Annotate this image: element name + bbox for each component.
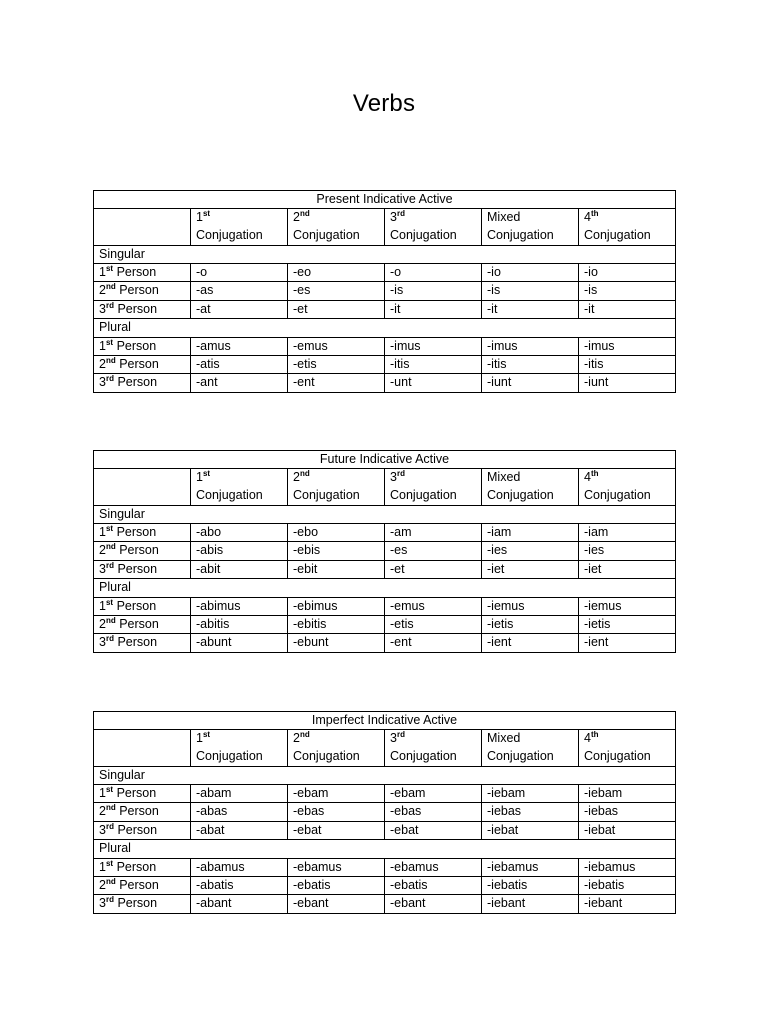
ending-cell: -atis bbox=[191, 356, 288, 374]
ending-cell: -ebas bbox=[288, 803, 385, 821]
ending-cell: -iebas bbox=[579, 803, 676, 821]
ordinal-suffix: nd bbox=[105, 356, 116, 366]
person-label-cell bbox=[94, 634, 191, 652]
ending-cell: -ebam bbox=[288, 785, 385, 803]
conjugation-name: Mixed bbox=[487, 470, 521, 485]
person-number: 1 bbox=[99, 525, 106, 539]
conjugation-header-top bbox=[390, 469, 481, 487]
conjugation-header-top bbox=[487, 209, 578, 227]
person-label-cell bbox=[94, 877, 191, 895]
conjugation-label: Conjugation bbox=[196, 749, 263, 763]
ordinal-suffix: st bbox=[105, 264, 114, 273]
person-label: Person bbox=[119, 804, 159, 819]
conjugation-number: 4 bbox=[584, 210, 591, 225]
ending-cell: -ebitis bbox=[288, 616, 385, 634]
conjugation-table bbox=[93, 711, 676, 914]
person-label: Person bbox=[119, 283, 159, 298]
ordinal-suffix: st bbox=[105, 524, 114, 533]
ordinal-suffix: rd bbox=[105, 634, 114, 644]
ending-cell: -imus bbox=[385, 337, 482, 355]
ending-cell: -ebat bbox=[288, 821, 385, 839]
person-label-cell bbox=[94, 337, 191, 355]
ending-cell: -abas bbox=[191, 803, 288, 821]
conjugation-label: Conjugation bbox=[196, 228, 263, 242]
person-label: Person bbox=[117, 635, 158, 650]
conjugation-header-top bbox=[293, 209, 384, 227]
ending-cell: -abimus bbox=[191, 597, 288, 615]
person-number: 2 bbox=[99, 617, 106, 632]
ending-cell: -imus bbox=[579, 337, 676, 355]
ordinal-suffix: st bbox=[105, 597, 114, 607]
table-title: Future Indicative Active bbox=[94, 451, 676, 469]
conjugation-header-top bbox=[196, 469, 287, 487]
ending-cell: -ebis bbox=[288, 542, 385, 560]
person-label: Person bbox=[116, 338, 157, 353]
ending-cell: -ent bbox=[385, 634, 482, 652]
ordinal-suffix: th bbox=[590, 730, 599, 740]
ending-cell: -itis bbox=[579, 356, 676, 374]
ending-cell: -ebatis bbox=[385, 877, 482, 895]
group-row-singular bbox=[94, 505, 676, 523]
ending-cell: -ebamus bbox=[385, 858, 482, 876]
table-row bbox=[94, 356, 676, 374]
conjugation-header-cell bbox=[579, 730, 676, 766]
person-label-cell bbox=[94, 282, 191, 300]
ending-cell: -itis bbox=[385, 356, 482, 374]
conjugation-label: Conjugation bbox=[390, 488, 457, 502]
conjugation-number: 2 bbox=[293, 731, 300, 746]
person-label: Person bbox=[116, 859, 157, 874]
ending-cell: -ietis bbox=[579, 616, 676, 634]
conjugation-header-top bbox=[584, 209, 675, 227]
ordinal-suffix: rd bbox=[105, 560, 114, 570]
page-title: Verbs bbox=[352, 90, 416, 117]
ordinal-suffix: st bbox=[105, 337, 114, 347]
ending-cell: -iemus bbox=[579, 597, 676, 615]
ending-cell: -emus bbox=[288, 337, 385, 355]
ending-cell: -iebant bbox=[482, 895, 579, 913]
ordinal-suffix: th bbox=[590, 209, 599, 219]
person-number: 3 bbox=[99, 301, 106, 316]
conjugation-label: Conjugation bbox=[487, 228, 554, 242]
conjugation-number: 1 bbox=[196, 210, 203, 225]
table-caption-row bbox=[94, 451, 676, 469]
ending-cell: -iebat bbox=[482, 821, 579, 839]
table-row bbox=[94, 785, 676, 803]
ending-cell: -ebant bbox=[385, 895, 482, 913]
ordinal-suffix: rd bbox=[105, 821, 114, 831]
ending-cell: -is bbox=[482, 282, 579, 300]
group-row-plural bbox=[94, 840, 676, 858]
person-label-cell bbox=[94, 895, 191, 913]
ending-cell: -ebatis bbox=[288, 877, 385, 895]
ordinal-suffix: nd bbox=[105, 282, 116, 292]
conjugation-header-cell bbox=[579, 209, 676, 245]
conjugation-header-cell bbox=[288, 209, 385, 245]
ending-cell: -o bbox=[191, 264, 288, 282]
ending-cell: -ebant bbox=[288, 895, 385, 913]
table-row bbox=[94, 560, 676, 578]
table-row bbox=[94, 374, 676, 392]
conjugation-header-top bbox=[196, 209, 287, 227]
group-label-singular: Singular bbox=[94, 766, 676, 784]
ending-cell: -iemus bbox=[482, 597, 579, 615]
ending-cell: -ies bbox=[482, 542, 579, 560]
ending-cell: -ebimus bbox=[288, 597, 385, 615]
person-number: 3 bbox=[99, 561, 106, 576]
person-label: Person bbox=[117, 822, 158, 837]
ordinal-suffix: th bbox=[590, 469, 599, 479]
ending-cell: -ebam bbox=[385, 785, 482, 803]
table-row bbox=[94, 542, 676, 560]
conjugation-label: Conjugation bbox=[196, 488, 263, 502]
table-row bbox=[94, 597, 676, 615]
ending-cell: -abamus bbox=[191, 858, 288, 876]
ending-cell: -et bbox=[385, 560, 482, 578]
ending-cell: -es bbox=[385, 542, 482, 560]
conjugation-label: Conjugation bbox=[293, 228, 360, 242]
ending-cell: -emus bbox=[385, 597, 482, 615]
conjugation-header-top bbox=[196, 730, 287, 748]
person-number: 2 bbox=[99, 804, 106, 819]
person-label-cell bbox=[94, 356, 191, 374]
ending-cell: -ies bbox=[579, 542, 676, 560]
conjugation-name: Mixed bbox=[487, 731, 521, 746]
header-corner-cell bbox=[94, 469, 191, 505]
ending-cell: -is bbox=[385, 282, 482, 300]
person-label-cell bbox=[94, 597, 191, 615]
person-label-cell bbox=[94, 560, 191, 578]
conjugation-label: Conjugation bbox=[487, 488, 554, 502]
conjugation-header-top bbox=[390, 209, 481, 227]
table-row bbox=[94, 616, 676, 634]
header-corner-cell bbox=[94, 209, 191, 245]
ending-cell: -es bbox=[288, 282, 385, 300]
header-corner-cell bbox=[94, 730, 191, 766]
conjugation-header-row bbox=[94, 209, 676, 245]
ending-cell: -iebamus bbox=[579, 858, 676, 876]
conjugation-header-row bbox=[94, 730, 676, 766]
table-row bbox=[94, 524, 676, 542]
ending-cell: -iam bbox=[579, 524, 676, 542]
conjugation-header-top bbox=[584, 469, 675, 487]
conjugation-number: 3 bbox=[390, 470, 397, 485]
ending-cell: -iebat bbox=[579, 821, 676, 839]
person-label: Person bbox=[116, 265, 157, 279]
conjugation-header-top bbox=[293, 469, 384, 487]
table-row bbox=[94, 264, 676, 282]
ending-cell: -abitis bbox=[191, 616, 288, 634]
ending-cell: -iunt bbox=[579, 374, 676, 392]
person-label-cell bbox=[94, 374, 191, 392]
ending-cell: -ant bbox=[191, 374, 288, 392]
conjugation-header-cell bbox=[191, 730, 288, 766]
conjugation-label: Conjugation bbox=[293, 749, 360, 763]
ending-cell: -itis bbox=[482, 356, 579, 374]
person-label: Person bbox=[119, 617, 159, 632]
table-row bbox=[94, 282, 676, 300]
ending-cell: -is bbox=[579, 282, 676, 300]
conjugation-number: 4 bbox=[584, 470, 591, 485]
conjugation-label: Conjugation bbox=[584, 749, 651, 763]
conjugation-label: Conjugation bbox=[584, 228, 651, 242]
conjugation-number: 3 bbox=[390, 210, 397, 225]
ending-cell: -ient bbox=[579, 634, 676, 652]
ending-cell: -eo bbox=[288, 264, 385, 282]
ending-cell: -abo bbox=[191, 524, 288, 542]
ending-cell: -abatis bbox=[191, 877, 288, 895]
conjugation-number: 4 bbox=[584, 731, 591, 746]
person-number: 1 bbox=[99, 338, 106, 353]
ordinal-suffix: rd bbox=[396, 469, 405, 479]
conjugation-table bbox=[93, 190, 676, 393]
ending-cell: -ebat bbox=[385, 821, 482, 839]
ordinal-suffix: nd bbox=[299, 730, 310, 740]
person-label: Person bbox=[117, 375, 158, 390]
conjugation-header-top bbox=[390, 730, 481, 748]
ordinal-suffix: nd bbox=[105, 616, 116, 626]
conjugation-number: 2 bbox=[293, 470, 300, 485]
conjugation-number: 2 bbox=[293, 210, 300, 225]
ending-cell: -ebunt bbox=[288, 634, 385, 652]
ending-cell: -unt bbox=[385, 374, 482, 392]
ordinal-suffix: st bbox=[202, 469, 211, 479]
ordinal-suffix: rd bbox=[105, 374, 114, 384]
ending-cell: -iebatis bbox=[579, 877, 676, 895]
table-row bbox=[94, 895, 676, 913]
group-row-plural bbox=[94, 319, 676, 337]
ending-cell: -at bbox=[191, 300, 288, 318]
conjugation-number: 3 bbox=[390, 731, 397, 746]
ending-cell: -imus bbox=[482, 337, 579, 355]
conjugation-label: Conjugation bbox=[390, 228, 457, 242]
conjugation-header-cell bbox=[482, 209, 579, 245]
table-row bbox=[94, 634, 676, 652]
ending-cell: -abunt bbox=[191, 634, 288, 652]
group-label-plural: Plural bbox=[94, 840, 676, 858]
table-row bbox=[94, 803, 676, 821]
ending-cell: -iebam bbox=[579, 785, 676, 803]
group-label-plural: Plural bbox=[94, 319, 676, 337]
table-title: Present Indicative Active bbox=[94, 191, 676, 209]
group-label-singular: Singular bbox=[94, 505, 676, 523]
person-label-cell bbox=[94, 616, 191, 634]
table-caption-row bbox=[94, 191, 676, 209]
ending-cell: -abant bbox=[191, 895, 288, 913]
group-row-singular bbox=[94, 245, 676, 263]
person-number: 2 bbox=[99, 878, 106, 893]
person-number: 3 bbox=[99, 822, 106, 837]
conjugation-number: 1 bbox=[196, 731, 203, 746]
conjugation-label: Conjugation bbox=[584, 488, 651, 502]
person-label: Person bbox=[116, 786, 157, 800]
ending-cell: -ebit bbox=[288, 560, 385, 578]
conjugation-header-cell bbox=[191, 469, 288, 505]
conjugation-label: Conjugation bbox=[390, 749, 457, 763]
table-row bbox=[94, 300, 676, 318]
person-label-cell bbox=[94, 300, 191, 318]
ending-cell: -etis bbox=[385, 616, 482, 634]
conjugation-label: Conjugation bbox=[293, 488, 360, 502]
person-label-cell bbox=[94, 803, 191, 821]
person-label: Person bbox=[119, 357, 159, 372]
person-label: Person bbox=[116, 598, 157, 613]
table-caption-row bbox=[94, 712, 676, 730]
ending-cell: -it bbox=[482, 300, 579, 318]
conjugation-table bbox=[93, 450, 676, 653]
ending-cell: -et bbox=[288, 300, 385, 318]
ending-cell: -iebamus bbox=[482, 858, 579, 876]
ordinal-suffix: st bbox=[202, 209, 211, 219]
person-number: 1 bbox=[99, 786, 106, 800]
conjugation-header-top bbox=[584, 730, 675, 748]
ending-cell: -abit bbox=[191, 560, 288, 578]
conjugation-header-top bbox=[487, 730, 578, 748]
group-row-plural bbox=[94, 579, 676, 597]
ending-cell: -o bbox=[385, 264, 482, 282]
ending-cell: -ient bbox=[482, 634, 579, 652]
person-label-cell bbox=[94, 858, 191, 876]
conjugation-header-cell bbox=[288, 469, 385, 505]
person-label: Person bbox=[117, 561, 158, 576]
person-number: 2 bbox=[99, 283, 106, 298]
person-number: 3 bbox=[99, 375, 106, 390]
person-label-cell bbox=[94, 524, 191, 542]
person-label: Person bbox=[119, 543, 159, 558]
conjugation-header-top bbox=[293, 730, 384, 748]
ordinal-suffix: rd bbox=[105, 300, 114, 310]
person-label-cell bbox=[94, 821, 191, 839]
ending-cell: -iunt bbox=[482, 374, 579, 392]
ordinal-suffix: rd bbox=[105, 895, 114, 905]
person-number: 1 bbox=[99, 598, 106, 613]
ending-cell: -iet bbox=[579, 560, 676, 578]
ending-cell: -amus bbox=[191, 337, 288, 355]
ending-cell: -iebam bbox=[482, 785, 579, 803]
ending-cell: -ent bbox=[288, 374, 385, 392]
ending-cell: -it bbox=[385, 300, 482, 318]
ordinal-suffix: nd bbox=[105, 803, 116, 813]
conjugation-header-cell bbox=[385, 730, 482, 766]
person-label: Person bbox=[117, 896, 158, 911]
ordinal-suffix: rd bbox=[396, 209, 405, 219]
ordinal-suffix: st bbox=[202, 730, 211, 740]
conjugation-header-row bbox=[94, 469, 676, 505]
conjugation-header-top bbox=[487, 469, 578, 487]
group-label-plural: Plural bbox=[94, 579, 676, 597]
conjugation-number: 1 bbox=[196, 470, 203, 485]
conjugation-label: Conjugation bbox=[487, 749, 554, 763]
ending-cell: -ebo bbox=[288, 524, 385, 542]
person-label-cell bbox=[94, 785, 191, 803]
table-title: Imperfect Indicative Active bbox=[94, 712, 676, 730]
conjugation-header-cell bbox=[482, 730, 579, 766]
person-label: Person bbox=[117, 301, 158, 316]
person-number: 1 bbox=[99, 265, 106, 279]
ending-cell: -ietis bbox=[482, 616, 579, 634]
table-row bbox=[94, 821, 676, 839]
ending-cell: -am bbox=[385, 524, 482, 542]
conjugation-header-cell bbox=[579, 469, 676, 505]
person-label-cell bbox=[94, 542, 191, 560]
ending-cell: -ebamus bbox=[288, 858, 385, 876]
table-row bbox=[94, 858, 676, 876]
person-number: 2 bbox=[99, 543, 106, 558]
table-row bbox=[94, 337, 676, 355]
ordinal-suffix: rd bbox=[396, 730, 405, 740]
person-number: 3 bbox=[99, 896, 106, 911]
conjugation-header-cell bbox=[288, 730, 385, 766]
ordinal-suffix: st bbox=[105, 785, 114, 794]
person-number: 2 bbox=[99, 357, 106, 372]
conjugation-name: Mixed bbox=[487, 210, 521, 225]
ending-cell: -iam bbox=[482, 524, 579, 542]
ending-cell: -etis bbox=[288, 356, 385, 374]
ending-cell: -iebatis bbox=[482, 877, 579, 895]
person-label-cell bbox=[94, 264, 191, 282]
ordinal-suffix: nd bbox=[105, 877, 116, 887]
group-row-singular bbox=[94, 766, 676, 784]
ordinal-suffix: st bbox=[105, 858, 114, 868]
ordinal-suffix: nd bbox=[105, 542, 116, 552]
ending-cell: -as bbox=[191, 282, 288, 300]
ending-cell: -abam bbox=[191, 785, 288, 803]
ending-cell: -io bbox=[579, 264, 676, 282]
ending-cell: -abis bbox=[191, 542, 288, 560]
ordinal-suffix: nd bbox=[299, 209, 310, 219]
ending-cell: -it bbox=[579, 300, 676, 318]
group-label-singular: Singular bbox=[94, 245, 676, 263]
person-number: 3 bbox=[99, 635, 106, 650]
person-label: Person bbox=[116, 525, 157, 539]
ending-cell: -ebas bbox=[385, 803, 482, 821]
conjugation-header-cell bbox=[191, 209, 288, 245]
ending-cell: -iebant bbox=[579, 895, 676, 913]
conjugation-header-cell bbox=[385, 209, 482, 245]
ordinal-suffix: nd bbox=[299, 469, 310, 479]
ending-cell: -io bbox=[482, 264, 579, 282]
ending-cell: -abat bbox=[191, 821, 288, 839]
ending-cell: -iet bbox=[482, 560, 579, 578]
ending-cell: -iebas bbox=[482, 803, 579, 821]
conjugation-header-cell bbox=[385, 469, 482, 505]
person-number: 1 bbox=[99, 859, 106, 874]
table-row bbox=[94, 877, 676, 895]
person-label: Person bbox=[119, 878, 159, 893]
conjugation-header-cell bbox=[482, 469, 579, 505]
